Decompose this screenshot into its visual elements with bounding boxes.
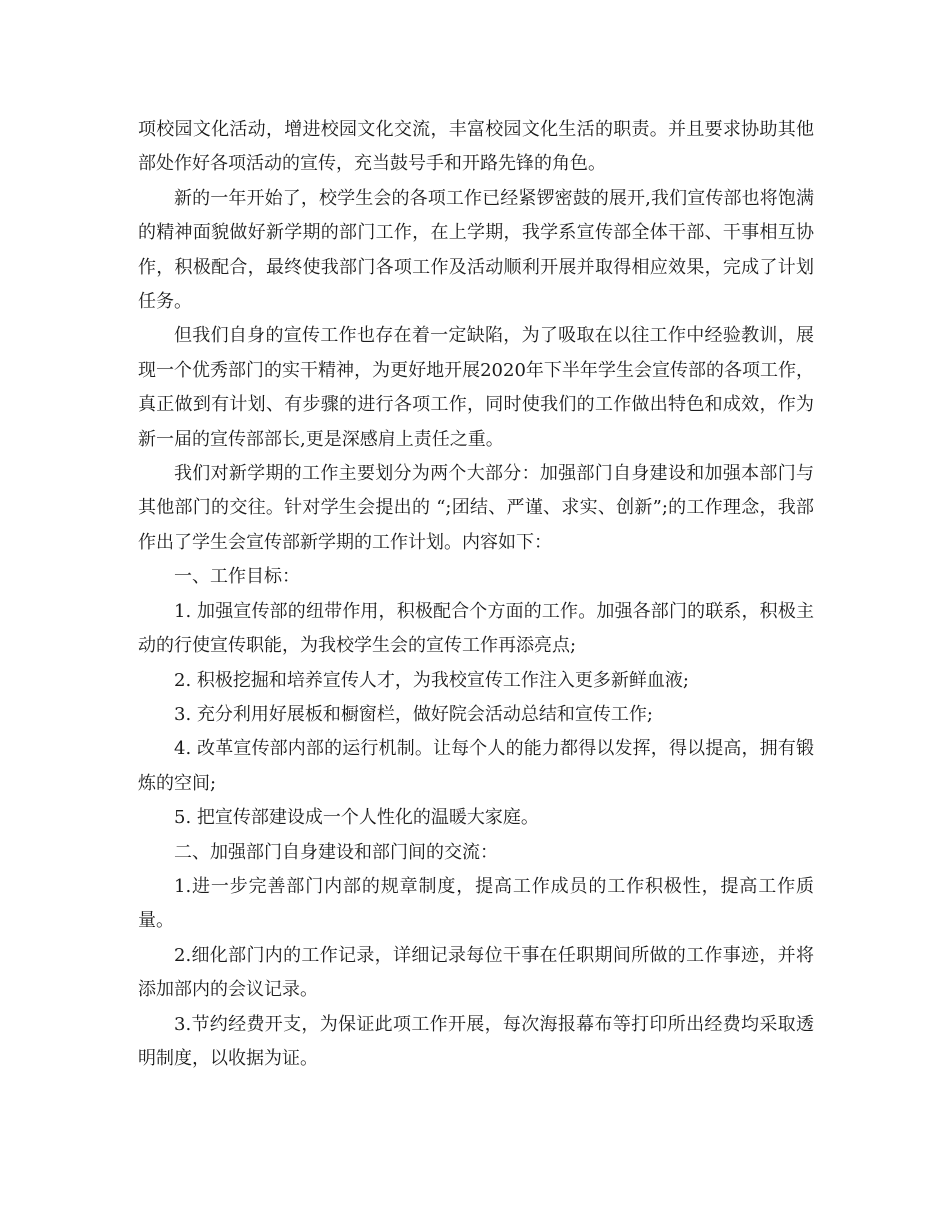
paragraph: 新的一年开始了，校学生会的各项工作已经紧锣密鼓的展开,我们宣传部也将饱满的精神面貌做好新学期的部门工作，在上学期，我学系宣传部全体干部、干事相互协作，积极配合，最终使我部门各项工作及活动顺利开展并取得相应效果，完成了计划任务。 (138, 187, 814, 313)
document-body (138, 113, 814, 1076)
list-item: 3.节约经费开支，为保证此项工作开展，每次海报幕布等打印所出经费均采取透明制度，以收据为证。 (138, 1013, 814, 1069)
list-item: 2.细化部门内的工作记录，详细记录每位干事在任职期间所做的工作事迹，并将添加部内的会议记录。 (138, 944, 814, 1001)
section-heading: 一、工作目标： (174, 566, 300, 588)
list-item: 4. 改革宣传部内部的运行机制。让每个人的能力都得以发挥，得以提高，拥有锻炼的空间; (138, 738, 814, 794)
paragraph: 我们对新学期的工作主要划分为两个大部分：加强部门自身建设和加强本部门与其他部门的交往。针对学生会提出的 “;团结、严谨、求实、创新”;的工作理念，我部作出了学生会宣传部新学期的工作计划。内容如下： (138, 463, 814, 553)
paragraph: 项校园文化活动，增进校园文化交流，丰富校园文化生活的职责。并且要求协助其他部处作好各项活动的宣传，充当鼓号手和开路先锋的角色。 (138, 119, 814, 175)
list-item: 3. 充分利用好展板和橱窗栏，做好院会活动总结和宣传工作; (174, 703, 653, 725)
list-item: 5. 把宣传部建设成一个人性化的温暖大家庭。 (174, 807, 539, 829)
section-heading: 二、加强部门自身建设和部门间的交流： (174, 841, 498, 863)
paragraph: 但我们自身的宣传工作也存在着一定缺陷，为了吸取在以往工作中经验教训，展现一个优秀部门的实干精神，为更好地开展2020年下半年学生会宣传部的各项工作，真正做到有计划、有步骤的进行各项工作，同时使我们的工作做出特色和成效，作为新一届的宣传部部长,更是深感肩上责任之重。 (138, 325, 814, 450)
list-item: 2. 积极挖掘和培养宣传人才，为我校宣传工作注入更多新鲜血液; (174, 669, 689, 691)
list-item: 1. 加强宣传部的纽带作用，积极配合个方面的工作。加强各部门的联系，积极主动的行使宣传职能，为我校学生会的宣传工作再添亮点; (138, 600, 814, 657)
list-item: 1.进一步完善部门内部的规章制度，提高工作成员的工作积极性，提高工作质量。 (138, 875, 814, 932)
